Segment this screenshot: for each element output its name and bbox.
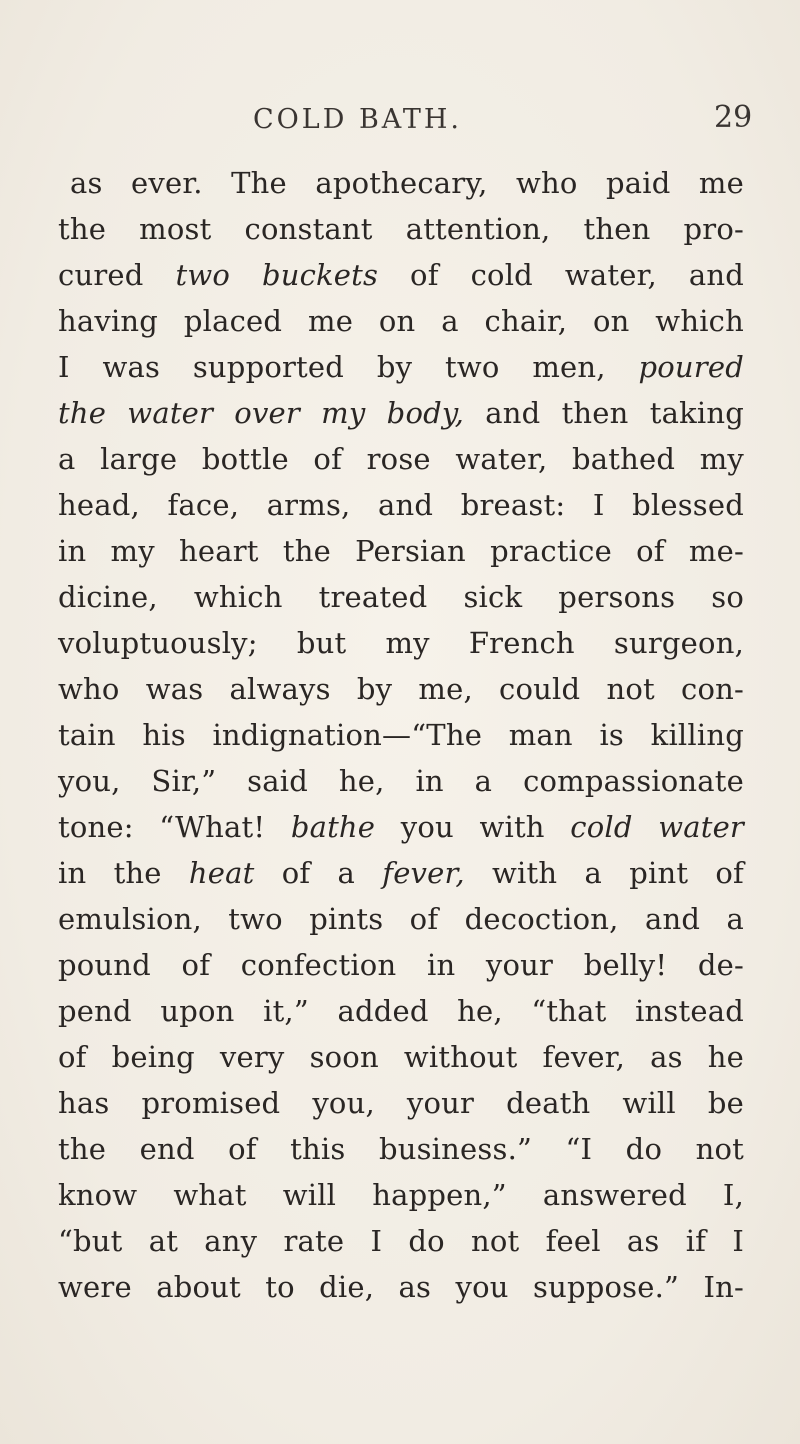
- text-run: “but at any rate I do not feel as if I: [58, 1224, 744, 1258]
- text-run: you, Sir,” said he, in a compassionate: [58, 764, 744, 798]
- text-line: [58, 206, 744, 252]
- text-line: [58, 574, 744, 620]
- text-run: the end of this business.” “I do not: [58, 1132, 744, 1166]
- text-run: pend upon it,” added he, “that instead: [58, 994, 744, 1028]
- text-run: of cold water, and: [378, 258, 744, 292]
- text-line: [58, 850, 744, 896]
- text-line: [58, 252, 744, 298]
- text-run: cured: [58, 258, 176, 292]
- text-run: dicine, which treated sick persons so: [58, 580, 744, 614]
- text-line: [58, 896, 744, 942]
- text-run: you with: [375, 810, 571, 844]
- italic-run: heat: [188, 856, 255, 890]
- text-line: [58, 160, 744, 206]
- text-run: in my heart the Persian practice of me-: [58, 534, 744, 568]
- text-run: in the: [58, 856, 189, 890]
- text-run: a large bottle of rose water, bathed my: [58, 442, 744, 476]
- text-line: [58, 666, 744, 712]
- text-run: voluptuously; but my French surgeon,: [58, 626, 744, 660]
- text-run: the most constant attention, then pro-: [58, 212, 744, 246]
- italic-run: fever,: [382, 856, 465, 890]
- text-run: has promised you, your death will be: [58, 1086, 744, 1120]
- italic-run: poured: [638, 350, 744, 384]
- text-line: [58, 344, 744, 390]
- body-text: [58, 160, 744, 1310]
- text-run: know what will happen,” answered I,: [58, 1178, 744, 1212]
- text-line: [58, 436, 744, 482]
- text-line: [58, 1080, 744, 1126]
- italic-run: two buckets: [175, 258, 379, 292]
- text-run: as ever. The apothecary, who paid me: [70, 166, 744, 200]
- running-title: COLD BATH.: [253, 104, 462, 135]
- text-run: and then taking: [464, 396, 744, 430]
- text-line: [58, 758, 744, 804]
- italic-run: cold water: [570, 810, 744, 844]
- text-run: emulsion, two pints of decoction, and a: [58, 902, 744, 936]
- text-run: of being very soon without fever, as he: [58, 1040, 744, 1074]
- page-number: 29: [714, 100, 753, 135]
- text-run: pound of confection in your belly! de-: [58, 948, 744, 982]
- text-run: tone: “What!: [58, 810, 291, 844]
- text-line: [58, 942, 744, 988]
- text-run: of a: [254, 856, 383, 890]
- text-run: head, face, arms, and breast: I blessed: [58, 488, 744, 522]
- text-run: tain his indignation—“The man is killing: [58, 718, 744, 752]
- text-line: [58, 804, 744, 850]
- text-line: [58, 988, 744, 1034]
- text-line: [58, 1264, 744, 1310]
- text-line: [58, 1126, 744, 1172]
- text-run: I was supported by two men,: [58, 350, 639, 384]
- text-line: [58, 528, 744, 574]
- text-line: [58, 482, 744, 528]
- text-run: with a pint of: [464, 856, 744, 890]
- text-line: [58, 1172, 744, 1218]
- text-line: [58, 620, 744, 666]
- text-line: [58, 390, 744, 436]
- text-line: [58, 1034, 744, 1080]
- text-line: [58, 1218, 744, 1264]
- text-line: [58, 298, 744, 344]
- running-head: [0, 100, 800, 140]
- text-run: were about to die, as you suppose.” In-: [58, 1270, 744, 1304]
- italic-run: bathe: [290, 810, 376, 844]
- text-line: [58, 712, 744, 758]
- text-run: who was always by me, could not con-: [58, 672, 744, 706]
- italic-run: the water over my body,: [58, 396, 465, 430]
- text-run: having placed me on a chair, on which: [58, 304, 744, 338]
